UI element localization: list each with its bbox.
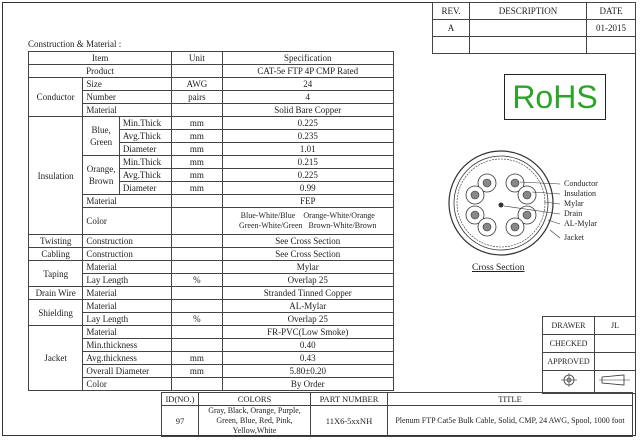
twisting-label: Twisting [29,235,83,248]
bg-min-thick-unit: mm [172,117,222,130]
bg-avg-thick-label: Avg.Thick [119,130,171,143]
conductor-circle [471,211,479,219]
conductor-circle [511,223,519,231]
checked-value [595,335,636,353]
id-header: ID(NO.) [162,393,199,406]
taping-label: Taping [29,261,83,287]
jacket-avg-label: Avg.thickness [83,352,172,365]
unit-header: Unit [172,52,222,65]
part-number-header: PART NUMBER [311,393,388,406]
conductor-material-unit [172,104,222,117]
jacket-min-label: Min.thickness [83,339,172,352]
rohs-logo: RoHS [504,74,606,120]
rev-value: A [433,20,470,37]
bg-avg-thick-unit: mm [172,130,222,143]
conductor-material-value: Solid Bare Copper [222,104,393,117]
conductor-material-label: Material [83,104,172,117]
label-conductor: Conductor [564,179,598,188]
drawer-label: DRAWER [543,317,595,335]
label-drain: Drain [564,209,583,218]
cabling-value: See Cross Section [222,248,393,261]
conductor-number-value: 4 [222,91,393,104]
jacket-material-value: FR-PVC(Low Smoke) [222,326,393,339]
checked-label: CHECKED [543,335,595,353]
date-header: DATE [587,3,636,20]
projection-symbol-cell [543,371,595,394]
ob-diameter-unit: mm [172,182,222,195]
jacket-od-unit: mm [172,365,222,378]
shielding-label: Shielding [29,300,83,326]
empty-cell [172,195,222,208]
description-header: DESCRIPTION [470,3,587,20]
drain-material-value: Stranded Tinned Copper [222,287,393,300]
product-label: Product [29,65,172,78]
spec-table [28,51,394,391]
shielding-lay-unit: % [172,313,222,326]
specification-header: Specification [222,52,393,65]
conductor-circle [523,191,531,199]
taping-lay-label: Lay Length [83,274,172,287]
label-insulation: Insulation [564,189,596,198]
cross-section-diagram [440,150,630,280]
colors-value: Gray, Black, Orange, Purple, Green, Blue, Red, Pink, Yellow,White [199,406,311,437]
drawer-value: JL [595,317,636,335]
rev-empty-cell [433,37,470,54]
orange-brown-label: Orange, Brown [83,156,120,195]
id-value: 97 [162,406,199,437]
colors-header: COLORS [199,393,311,406]
rev-empty-cell [587,37,636,54]
ob-avg-thick-label: Avg.Thick [119,169,171,182]
conductor-circle [471,191,479,199]
section-title: Construction & Material : [28,39,122,49]
part-number-value: 11X6-5xxNH [311,406,388,437]
cabling-label: Cabling [29,248,83,261]
conductor-size-label: Size [83,78,172,91]
leader-line [550,230,560,238]
bg-diameter-label: Diameter [119,143,171,156]
jacket-avg-unit: mm [172,352,222,365]
taping-material-label: Material [83,261,172,274]
shielding-material-label: Material [83,300,172,313]
conductor-size-unit: AWG [172,78,222,91]
insulation-material-value: FEP [222,195,393,208]
drain-wire-label: Drain Wire [29,287,83,300]
label-al-mylar: AL-Mylar [564,219,597,228]
empty-cell [172,65,222,78]
conductor-number-label: Number [83,91,172,104]
jacket-color-value: By Order [222,378,393,391]
taping-lay-unit: % [172,274,222,287]
color-left-2: Green-White/Green [238,221,303,230]
ob-min-thick-value: 0.215 [222,156,393,169]
ob-avg-thick-unit: mm [172,169,222,182]
color-right-2: Brown-White/Brown [308,221,377,230]
jacket-avg-value: 0.43 [222,352,393,365]
jacket-material-unit [172,326,222,339]
drain-wire-dot [499,203,503,207]
jacket-min-unit [172,339,222,352]
projection-symbol-cell [595,371,636,394]
shielding-material-value: AL-Mylar [222,300,393,313]
color-left-1: Blue-White/Blue [240,211,296,220]
empty-cell [172,235,222,248]
approval-table [542,316,636,394]
empty-cell [172,287,222,300]
ob-diameter-label: Diameter [119,182,171,195]
taping-lay-value: Overlap 25 [222,274,393,287]
color-right-1: Orange-White/Orange [303,211,375,220]
jacket-color-unit [172,378,222,391]
conductor-circle [511,179,519,187]
conductor-circle [483,179,491,187]
cross-section-title: Cross Section [472,263,525,273]
jacket-material-label: Material [83,326,172,339]
ob-diameter-value: 0.99 [222,182,393,195]
conductor-circle [523,211,531,219]
jacket-min-value: 0.40 [222,339,393,352]
rev-empty-cell [470,37,587,54]
shielding-lay-label: Lay Length [83,313,172,326]
blue-green-label: Blue, Green [83,117,120,156]
drain-material-label: Material [83,287,172,300]
approved-label: APPROVED [543,353,595,371]
approved-value [595,353,636,371]
conductor-size-value: 24 [222,78,393,91]
bg-min-thick-value: 0.225 [222,117,393,130]
target-icon [558,372,580,388]
rev-header: REV. [433,3,470,20]
date-value: 01-2015 [587,20,636,37]
ob-min-thick-label: Min.Thick [119,156,171,169]
empty-cell [172,248,222,261]
twisting-construction-label: Construction [83,235,172,248]
label-mylar: Mylar [564,199,584,208]
jacket-od-value: 5.80±0.20 [222,365,393,378]
empty-cell [172,208,222,235]
jacket-color-label: Color [83,378,172,391]
twisting-value: See Cross Section [222,235,393,248]
conductor-circle [483,223,491,231]
projection-icon [598,372,632,388]
jacket-label: Jacket [29,326,83,391]
bg-avg-thick-value: 0.235 [222,130,393,143]
taping-material-value: Mylar [222,261,393,274]
insulation-label: Insulation [29,117,83,235]
product-value: CAT-5e FTP 4P CMP Rated [222,65,393,78]
insulation-color-value [222,208,393,235]
bg-diameter-value: 1.01 [222,143,393,156]
ob-min-thick-unit: mm [172,156,222,169]
title-header: TITLE [388,393,633,406]
insulation-material-label: Material [83,195,172,208]
title-block-table [161,392,633,437]
item-header: Item [29,52,172,65]
description-value [470,20,587,37]
label-jacket: Jacket [564,233,584,242]
conductor-label: Conductor [29,78,83,117]
taping-material-unit [172,261,222,274]
conductor-number-unit: pairs [172,91,222,104]
ob-avg-thick-value: 0.225 [222,169,393,182]
jacket-od-label: Overall Diameter [83,365,172,378]
shielding-lay-value: Overlap 25 [222,313,393,326]
shielding-material-unit [172,300,222,313]
title-value: Plenum FTP Cat5e Bulk Cable, Solid, CMP, 24 AWG, Spool, 1000 foot [388,406,633,437]
revision-table [432,2,636,54]
cabling-construction-label: Construction [83,248,172,261]
insulation-color-label: Color [83,208,172,235]
bg-min-thick-label: Min.Thick [119,117,171,130]
bg-diameter-unit: mm [172,143,222,156]
